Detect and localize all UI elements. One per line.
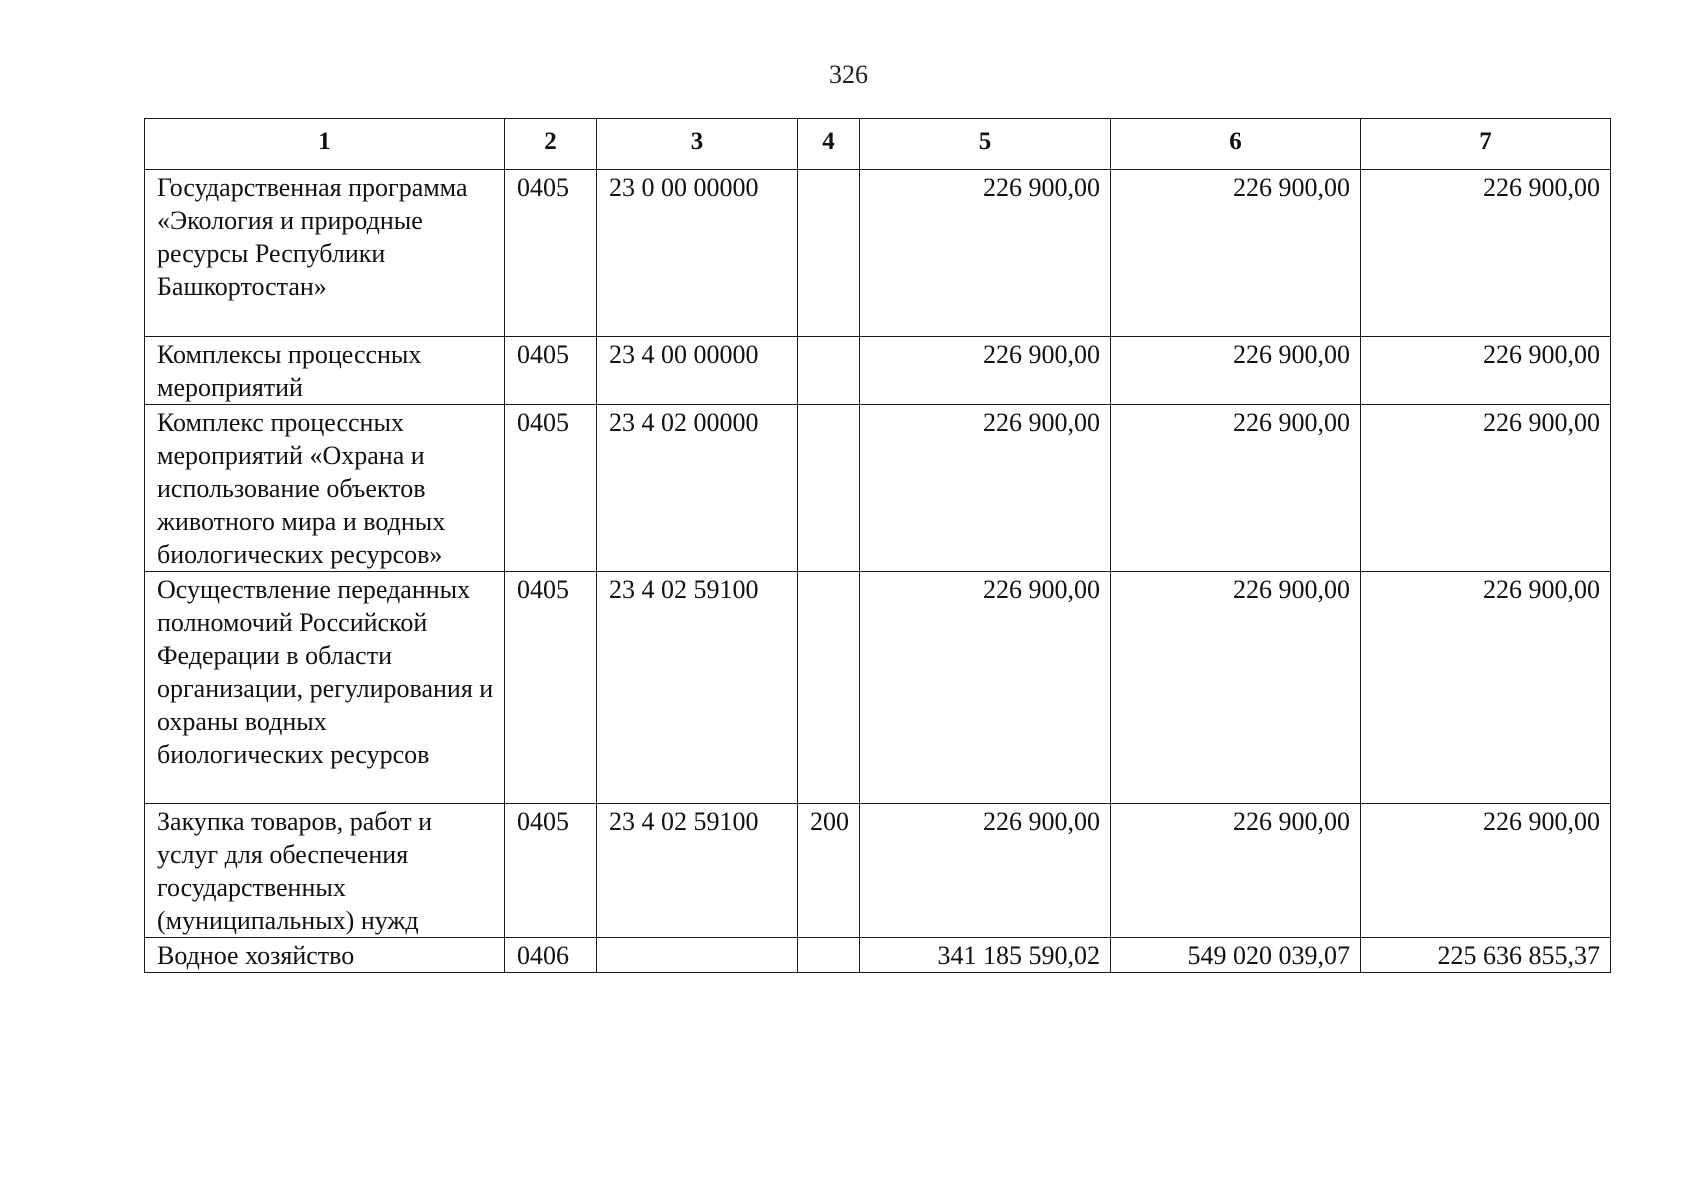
amount-col-5-cell: 226 900,00 — [860, 405, 1111, 572]
page-number: 326 — [829, 60, 868, 89]
expense-kind-cell — [798, 405, 860, 572]
header-col-3: 3 — [597, 119, 798, 170]
section-code-cell: 0405 — [505, 572, 597, 804]
table-row — [145, 337, 1611, 405]
target-article-cell: 23 4 02 00000 — [597, 405, 798, 572]
section-code-cell: 0405 — [505, 170, 597, 337]
header-col-7: 7 — [1361, 119, 1611, 170]
table-row — [145, 405, 1611, 572]
amount-col-7-cell: 226 900,00 — [1361, 405, 1611, 572]
table-row — [145, 938, 1611, 973]
section-code-cell: 0405 — [505, 405, 597, 572]
amount-col-6-cell: 549 020 039,07 — [1111, 938, 1361, 973]
amount-col-6-cell: 226 900,00 — [1111, 337, 1361, 405]
header-col-6: 6 — [1111, 119, 1361, 170]
amount-col-5-cell: 226 900,00 — [860, 337, 1111, 405]
amount-col-7-cell: 226 900,00 — [1361, 804, 1611, 938]
amount-col-5-cell: 226 900,00 — [860, 804, 1111, 938]
table-row — [145, 804, 1611, 938]
amount-col-5-cell: 226 900,00 — [860, 170, 1111, 337]
section-code-cell: 0405 — [505, 337, 597, 405]
section-code-cell: 0405 — [505, 804, 597, 938]
amount-col-6-cell: 226 900,00 — [1111, 405, 1361, 572]
row-name-cell: Государственная программа «Экология и природные ресурсы Республики Башкортостан» — [145, 170, 505, 337]
amount-col-6-cell: 226 900,00 — [1111, 170, 1361, 337]
header-col-2: 2 — [505, 119, 597, 170]
header-row — [145, 119, 1611, 170]
target-article-cell: 23 0 00 00000 — [597, 170, 798, 337]
table-row — [145, 170, 1611, 337]
amount-col-5-cell: 341 185 590,02 — [860, 938, 1111, 973]
section-code-cell: 0406 — [505, 938, 597, 973]
amount-col-6-cell: 226 900,00 — [1111, 572, 1361, 804]
target-article-cell: 23 4 02 59100 — [597, 572, 798, 804]
row-name-cell: Закупка товаров, работ и услуг для обеспечения государственных (муниципальных) нужд — [145, 804, 505, 938]
amount-col-5-cell: 226 900,00 — [860, 572, 1111, 804]
target-article-cell: 23 4 02 59100 — [597, 804, 798, 938]
amount-col-6-cell: 226 900,00 — [1111, 804, 1361, 938]
row-name-cell: Осуществление переданных полномочий Российской Федерации в области организации, регулирования и охраны водных биологических ресурсов — [145, 572, 505, 804]
header-col-4: 4 — [798, 119, 860, 170]
row-name-cell: Комплекс процессных мероприятий «Охрана и использование объектов животного мира и водных биологических ресурсов» — [145, 405, 505, 572]
amount-col-7-cell: 225 636 855,37 — [1361, 938, 1611, 973]
amount-col-7-cell: 226 900,00 — [1361, 337, 1611, 405]
table-row — [145, 572, 1611, 804]
target-article-cell: 23 4 00 00000 — [597, 337, 798, 405]
header-col-5: 5 — [860, 119, 1111, 170]
budget-table — [144, 118, 1611, 973]
expense-kind-cell: 200 — [798, 804, 860, 938]
target-article-cell — [597, 938, 798, 973]
expense-kind-cell — [798, 572, 860, 804]
expense-kind-cell — [798, 938, 860, 973]
header-col-1: 1 — [145, 119, 505, 170]
amount-col-7-cell: 226 900,00 — [1361, 572, 1611, 804]
row-name-cell: Комплексы процессных мероприятий — [145, 337, 505, 405]
expense-kind-cell — [798, 170, 860, 337]
expense-kind-cell — [798, 337, 860, 405]
row-name-cell: Водное хозяйство — [145, 938, 505, 973]
amount-col-7-cell: 226 900,00 — [1361, 170, 1611, 337]
